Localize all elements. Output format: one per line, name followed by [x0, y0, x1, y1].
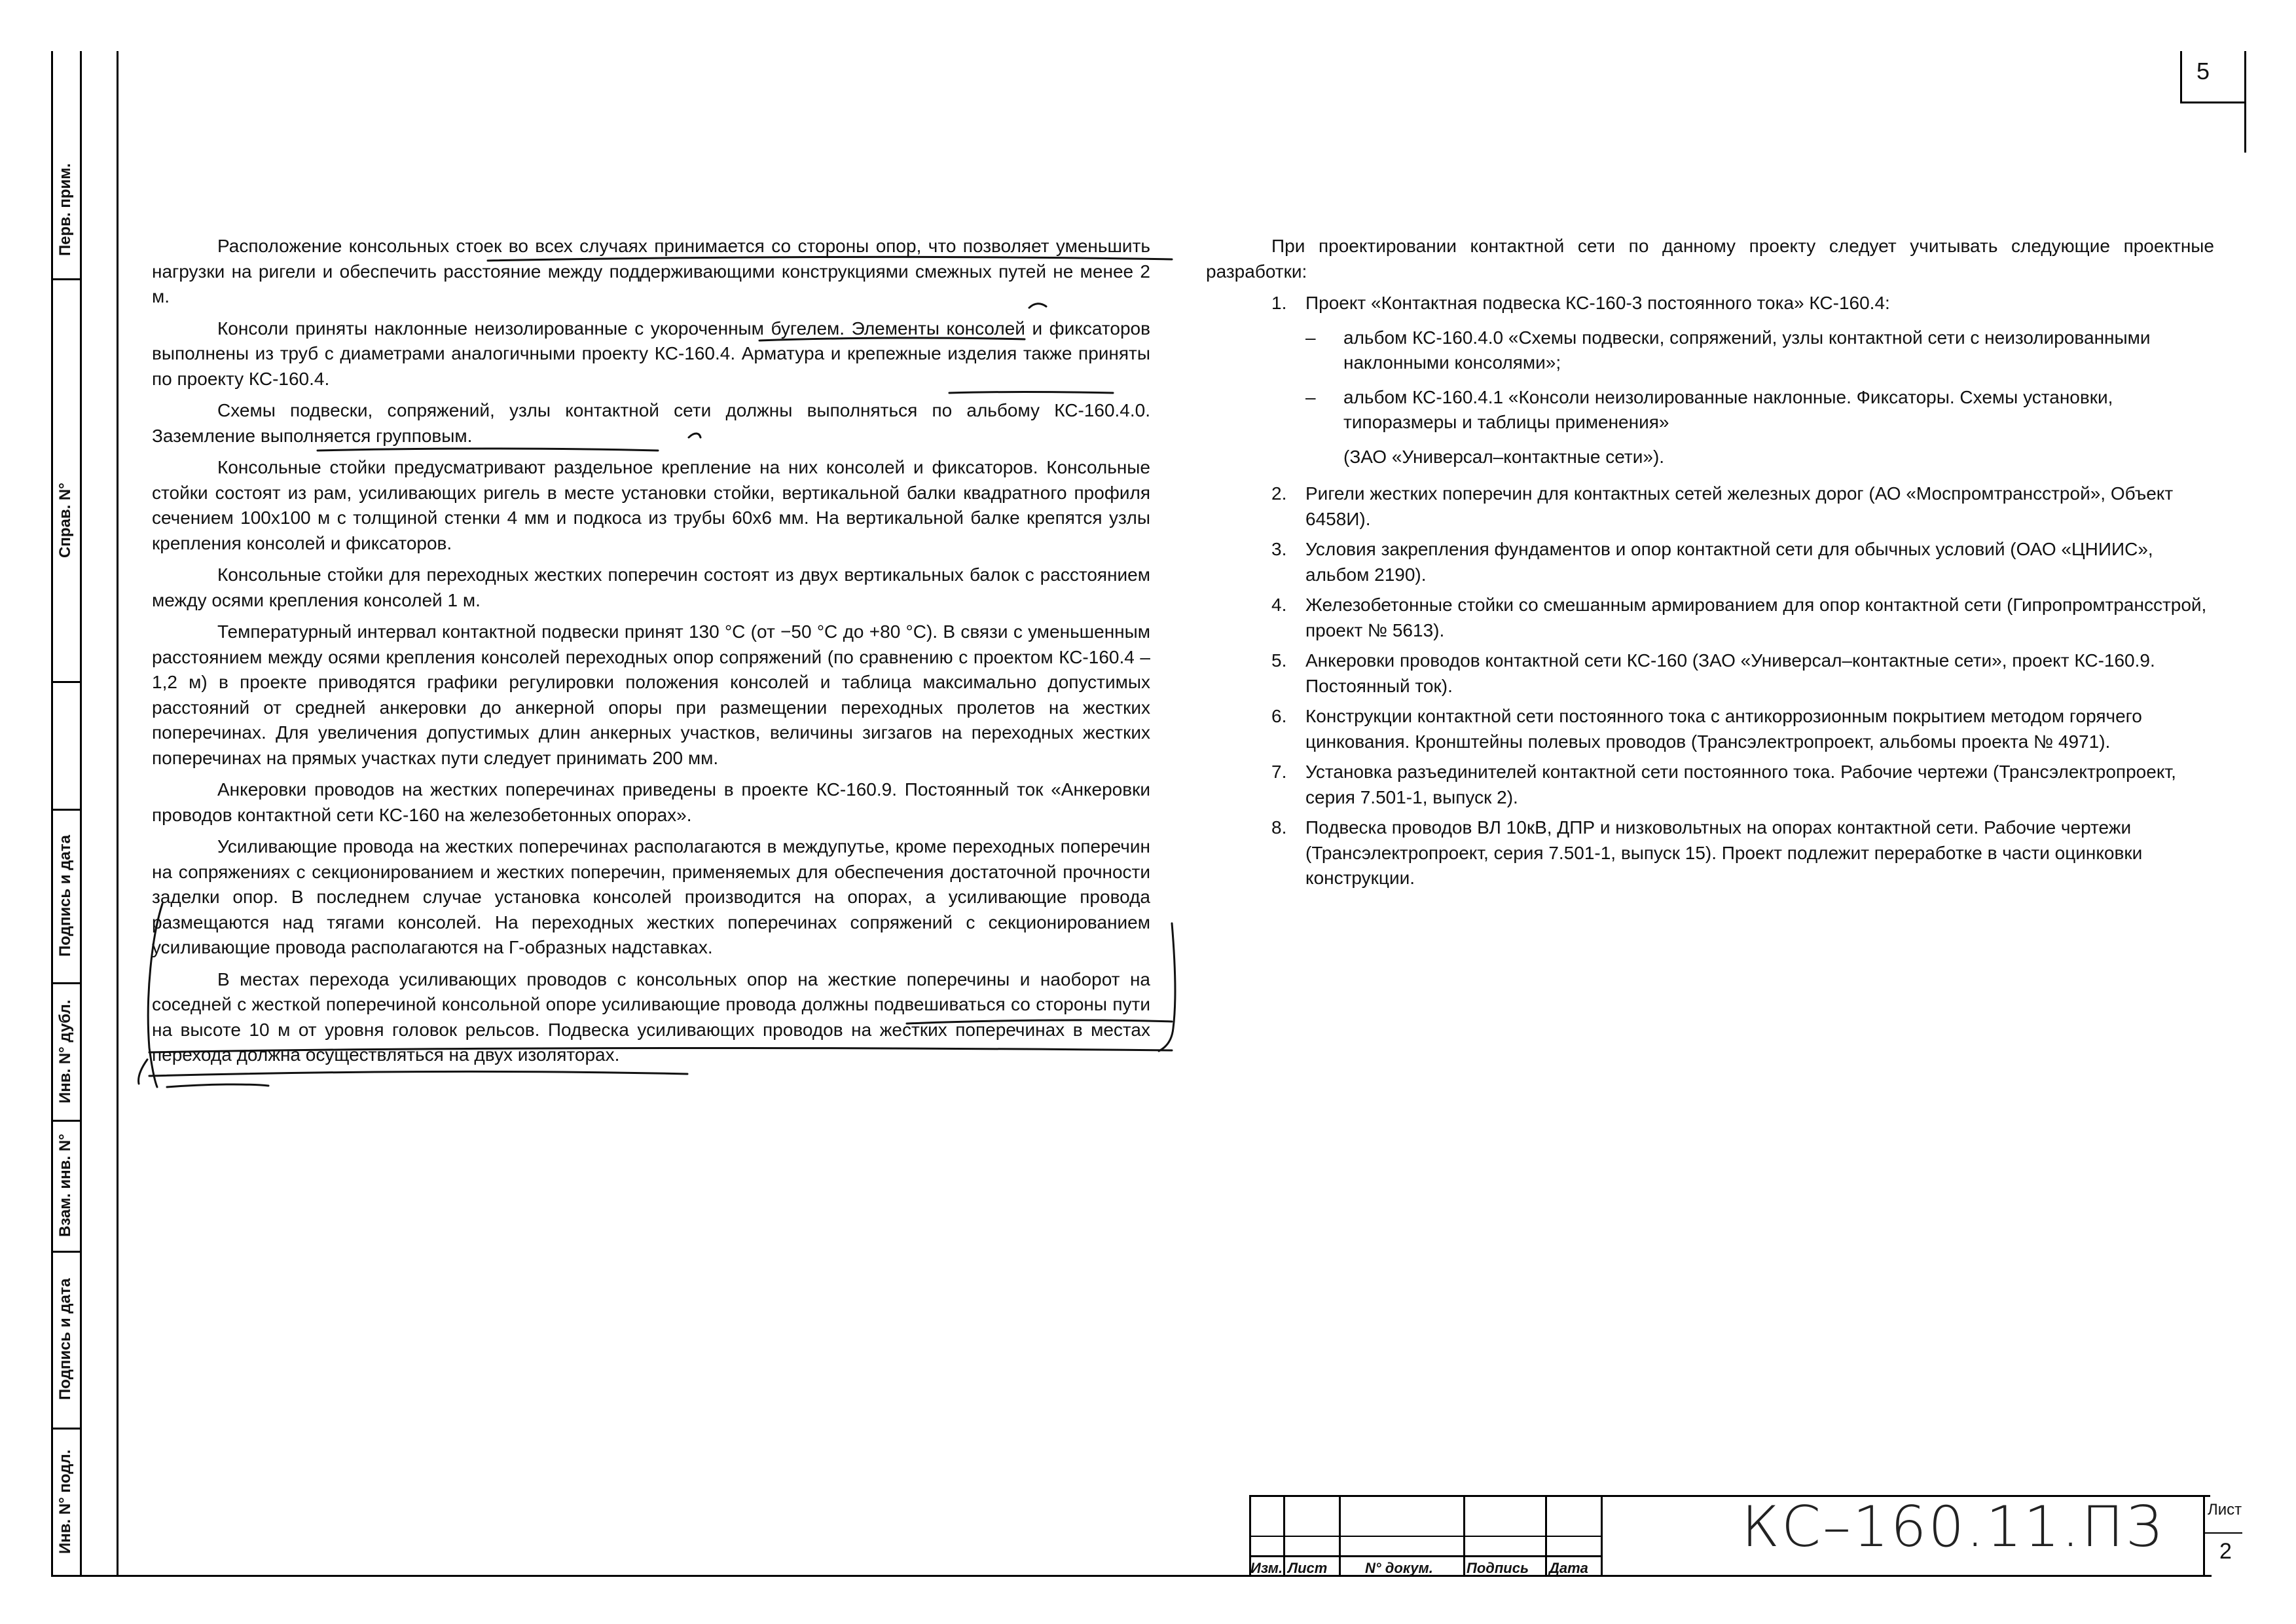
list-item-text: Условия закрепления фундаментов и опор контактной сети для обычных условий (ОАО «ЦНИИС», альбом 2190). — [1305, 539, 2153, 585]
list-subitem-text: альбом КС-160.4.1 «Консоли неизолированные наклонные. Фиксаторы. Схемы установки, типоразмеры и таблицы применения» — [1343, 386, 2113, 432]
list-item-text: Подвеска проводов ВЛ 10кВ, ДПР и низковольтных на опорах контактной сети. Рабочие чертежи (Трансэлектропроект, серия 7.501-1, выпуск 15). Проект подлежит переработке в части оцинковки конструкции. — [1305, 817, 2143, 888]
list-item-number: 2. — [1271, 483, 1287, 504]
list-item — [1271, 704, 2214, 754]
list-item-tail: (ЗАО «Универсал–контактные сети»). — [1343, 446, 1665, 467]
list-item-text: Анкеровки проводов контактной сети КС-160 (ЗАО «Универсал–контактные сети», проект КС-160.9. Постоянный ток). — [1305, 650, 2155, 696]
left-paragraph-6: Температурный интервал контактной подвески принят 130 °С (от −50 °С до +80 °С). В связи с уменьшенным расстоянием между осями крепления консолей переходных опор сопряжений (по сравнению с проектом КС-160.4 – 1,2 м) в проекте приводятся графики регулировки положения консолей и таблица максимально допустимых расстояний от средней анкеровки до анкерной опоры при размещении переходных пролетов на жестких поперечинах. Для увеличения допустимых длин анкерных участков, величины зигзагов на переходных жестких поперечинах на прямых участках пути следует принимать 200 мм. — [152, 621, 1150, 768]
list-item-text: Железобетонные стойки со смешанным армированием для опор контактной сети (Гипропромтрансстрой, проект № 5613). — [1305, 595, 2207, 640]
left-paragraph-8: Усиливающие провода на жестких поперечинах располагаются в междупутье, кроме переходных поперечин на сопряжениях с секционированием и жестких поперечин, применяемых для обеспечения достаточной прочности заделки опор. В последнем случае установка консолей производится на опорах, а усиливающие провода размещаются над тягами консолей. На переходных жестких поперечинах сопряжений с секционированием усиливающие провода располагаются на Г-образных надставках. — [152, 836, 1150, 957]
stamp-perv-prim: Перв. прим. — [56, 163, 74, 256]
left-paragraph-3: Схемы подвески, сопряжений, узлы контактной сети должны выполняться по альбому КС-160.4.0. Заземление выполняется групповым. — [152, 400, 1150, 446]
list-item-number: 4. — [1271, 595, 1287, 615]
list-item — [1271, 815, 2214, 891]
list-item — [1271, 291, 2214, 476]
pen-underline-3 — [949, 392, 1113, 394]
pen-underline-8 — [167, 1084, 268, 1087]
list-subitem: – альбом КС-160.4.0 «Схемы подвески, сопряжений, узлы контактной сети с неизолированными наклонными консолями»; — [1305, 325, 2214, 376]
pen-underline-2 — [759, 338, 1025, 341]
list-item-number: 6. — [1271, 706, 1287, 726]
page-number: 5 — [2196, 58, 2210, 84]
list-item — [1271, 481, 2214, 532]
requirements-list — [1271, 291, 2214, 891]
stamp-podpis-data-1: Подпись и дата — [56, 835, 74, 957]
list-item-text: Установка разъединителей контактной сети постоянного тока. Рабочие чертежи (Трансэлектропроект, серия 7.501-1, выпуск 2). — [1305, 762, 2176, 807]
pen-bracket-right — [1159, 923, 1175, 1051]
list-item-number: 5. — [1271, 650, 1287, 671]
left-paragraph-1: Расположение консольных стоек во всех случаях принимается со стороны опор, что позволяет уменьшить нагрузки на ригели и обеспечить расстояние между поддерживающими конструкциями смежных путей не менее 2 м. — [152, 236, 1150, 306]
pen-underline-1 — [488, 257, 1172, 261]
left-paragraph-5: Консольные стойки для переходных жестких поперечин состоят из двух вертикальных балок с расстоянием между осями крепления консолей 1 м. — [152, 564, 1150, 610]
stamp-inv-no-dubl: Инв. N° дубл. — [56, 999, 74, 1103]
list-item — [1271, 593, 2214, 643]
tb-izm-label: Изм. — [1250, 1560, 1283, 1576]
tb-sheet-label: Лист — [2208, 1501, 2242, 1519]
pen-underline-7 — [149, 1071, 687, 1076]
list-item-text: Конструкции контактной сети постоянного тока с антикоррозионным покрытием методом горячего цинкования. Кронштейны полевых проводов (Трансэлектропроект, альбомы проекта № 4971). — [1305, 706, 2142, 752]
left-paragraph-2: Консоли приняты наклонные неизолированные с укороченным бугелем. Элементы консолей и фиксаторов выполнены из труб с диаметрами аналогичными проекту КС-160.4. Арматура и крепежные изделия также приняты по проекту КС-160.4. — [152, 318, 1150, 389]
list-item — [1271, 760, 2214, 810]
left-paragraph-7: Анкеровки проводов на жестких поперечинах приведены в проекте КС-160.9. Постоянный ток «Анкеровки проводов контактной сети КС-160 на железобетонных опорах». — [152, 779, 1150, 825]
list-subitem: – альбом КС-160.4.1 «Консоли неизолированные наклонные. Фиксаторы. Схемы установки, типоразмеры и таблицы применения» — [1305, 385, 2214, 435]
left-paragraph-4: Консольные стойки предусматривают раздельное крепление на них консолей и фиксаторов. Консольные стойки состоят из рам, усиливающих ригель в месте установки стойки, вертикальной балки квадратного профиля сечением 100х100 м с толщиной стенки 4 мм и подкоса из трубы 60х6 мм. На вертикальной балке крепятся узлы крепления консолей и фиксаторов. — [152, 457, 1150, 553]
left-paragraph-9: В местах перехода усиливающих проводов с консольных опор на жесткие поперечины и наоборот на соседней с жесткой поперечиной консольной опоре усиливающие провода должны подвешиваться со стороны пути на высоте 10 м от уровня головок рельсов. Подвеска усиливающих проводов на жестких поперечинах в местах перехода должна осуществляться на двух изоляторах. — [152, 969, 1150, 1065]
list-item-number: 8. — [1271, 817, 1287, 838]
tb-list-label: Лист — [1288, 1560, 1328, 1576]
right-column — [1206, 234, 2214, 896]
stamp-sprav-no: Справ. N° — [56, 483, 74, 559]
stamp-inv-no-podl: Инв. N° подл. — [56, 1449, 74, 1554]
list-item-text: Ригели жестких поперечин для контактных сетей железных дорог (АО «Моспромтрансстрой», Объект 6458И). — [1305, 483, 2174, 529]
pen-underline-4 — [318, 449, 658, 451]
list-item-number: 1. — [1271, 293, 1287, 313]
pen-underline-6 — [149, 1048, 1172, 1052]
tb-n-dokum-label: N° докум. — [1365, 1560, 1433, 1576]
pen-tick-1 — [1029, 304, 1046, 308]
pen-tick-2 — [689, 434, 701, 437]
stamp-vzam-inv-no: Взам. инв. N° — [56, 1134, 74, 1238]
tb-podpis-label: Подпись — [1467, 1560, 1529, 1576]
pen-hook — [139, 1060, 147, 1084]
list-item-text: Проект «Контактная подвеска КС-160-3 постоянного тока» КС-160.4: — [1305, 293, 1890, 313]
list-item-number: 3. — [1271, 539, 1287, 559]
right-intro: При проектировании контактной сети по данному проекту следует учитывать следующие проектные разработки: — [1206, 236, 2214, 282]
tb-sheet-number: 2 — [2219, 1539, 2232, 1564]
stamp-podpis-data-2: Подпись и дата — [56, 1278, 74, 1401]
document-code: КС–160.11.ПЗ — [1741, 1494, 2164, 1560]
pen-bracket-left — [148, 904, 162, 1087]
tb-data-label: Дата — [1549, 1560, 1588, 1576]
pen-underline-5 — [907, 1020, 1172, 1024]
list-item-number: 7. — [1271, 762, 1287, 782]
list-item — [1271, 648, 2214, 699]
list-subitem-text: альбом КС-160.4.0 «Схемы подвески, сопряжений, узлы контактной сети с неизолированными наклонными консолями»; — [1343, 327, 2151, 373]
list-item — [1271, 537, 2214, 587]
